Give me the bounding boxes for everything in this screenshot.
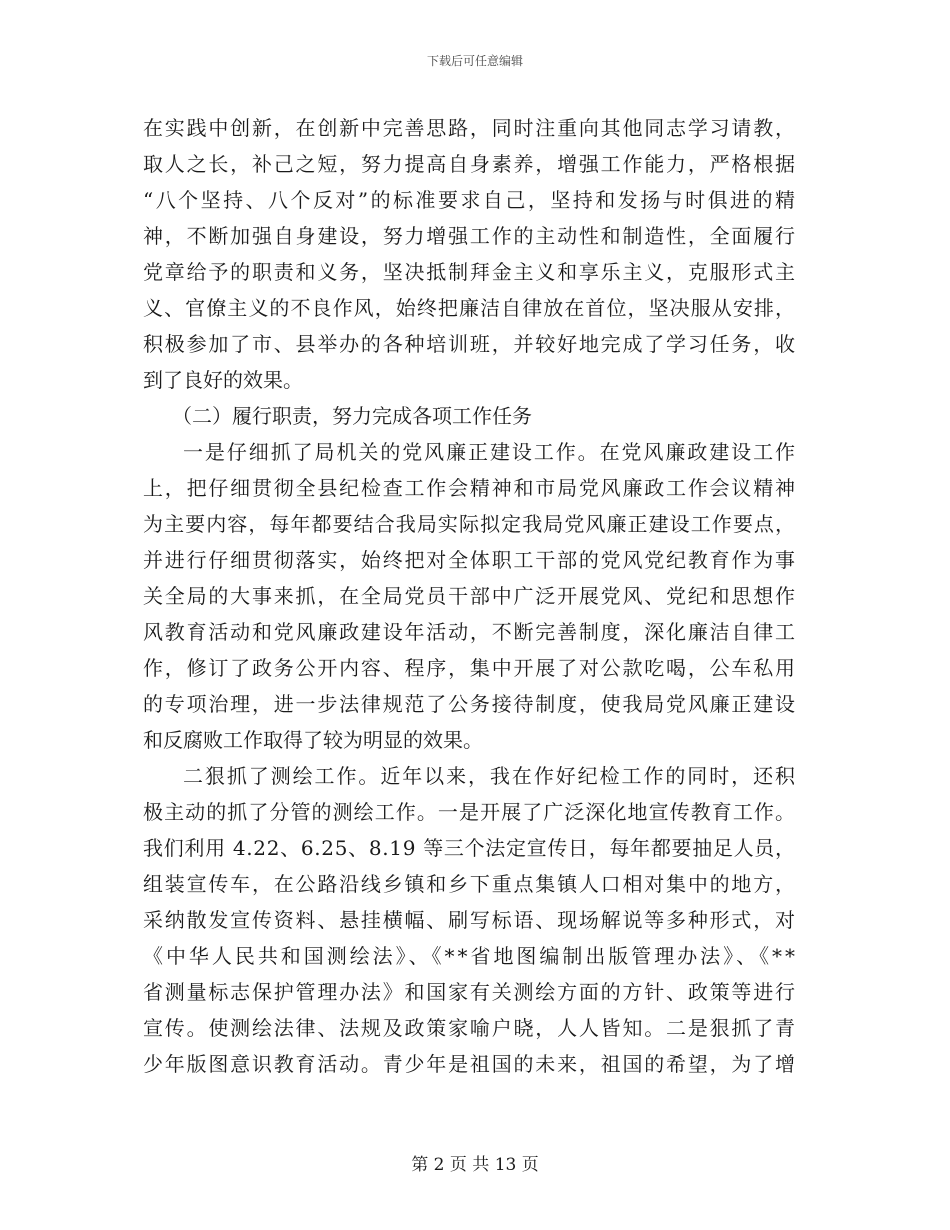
- text-line: 的专项治理，进一步法律规范了公务接待制度，使我局党风廉正建设: [143, 692, 797, 716]
- text-line: 宣传。使测绘法律、法规及政策家喻户晓，人人皆知。二是狠抓了青: [143, 1016, 797, 1040]
- paragraph-first-line: 一是仔细抓了局机关的党风廉正建设工作。在党风廉政建设工作: [183, 440, 797, 464]
- text-line: 风教育活动和党风廉政建设年活动，不断完善制度，深化廉洁自律工: [143, 620, 797, 644]
- text-line: 到了良好的效果。: [143, 368, 303, 392]
- text-line: 神，不断加强自身建设，努力增强工作的主动性和制造性，全面履行: [143, 224, 797, 248]
- text-line: 我们利用 4.22、6.25、8.19 等三个法定宣传日，每年都要抽足人员，: [143, 836, 796, 860]
- text-line: 采纳散发宣传资料、悬挂横幅、刷写标语、现场解说等多种形式，对: [143, 908, 797, 932]
- page-header: 下载后可任意编辑: [426, 54, 523, 68]
- text-line: 党章给予的职责和义务，坚决抵制拜金主义和享乐主义，克服形式主: [143, 260, 797, 284]
- text-line: 为主要内容，每年都要结合我局实际拟定我局党风廉正建设工作要点，: [143, 512, 797, 536]
- text-line: 组装宣传车，在公路沿线乡镇和乡下重点集镇人口相对集中的地方，: [143, 872, 797, 896]
- text-line: 在实践中创新，在创新中完善思路，同时注重向其他同志学习请教，: [143, 116, 797, 140]
- text-line: 极主动的抓了分管的测绘工作。一是开展了广泛深化地宣传教育工作。: [143, 800, 797, 824]
- text-line: 《中华人民共和国测绘法》、《**省地图编制出版管理办法》、《**: [143, 944, 798, 968]
- paragraph-first-line: 二狠抓了测绘工作。近年以来，我在作好纪检工作的同时，还积: [183, 764, 797, 788]
- text-line: 并进行仔细贯彻落实，始终把对全体职工干部的党风党纪教育作为事: [143, 548, 797, 572]
- text-line: 关全局的大事来抓，在全局党员干部中广泛开展党风、党纪和思想作: [143, 584, 797, 608]
- text-line: 积极参加了市、县举办的各种培训班，并较好地完成了学习任务，收: [143, 332, 797, 356]
- text-line: 少年版图意识教育活动。青少年是祖国的未来，祖国的希望，为了增: [143, 1052, 797, 1076]
- text-line: 上，把仔细贯彻全县纪检查工作会精神和市局党风廉政工作会议精神: [143, 476, 797, 500]
- text-line: 省测量标志保护管理办法》和国家有关测绘方面的方针、政策等进行: [143, 980, 797, 1004]
- text-line: 取人之长，补己之短，努力提高自身素养，增强工作能力，严格根据: [143, 152, 797, 176]
- page-footer: 第 2 页 共 13 页: [411, 1155, 539, 1175]
- text-line: “八个坚持、八个反对”的标准要求自己，坚持和发扬与时俱进的精: [143, 188, 798, 212]
- section-heading: （二）履行职责，努力完成各项工作任务: [172, 404, 532, 428]
- text-line: 作，修订了政务公开内容、程序，集中开展了对公款吃喝，公车私用: [143, 656, 797, 680]
- text-line: 和反腐败工作取得了较为明显的效果。: [143, 728, 483, 752]
- text-line: 义、官僚主义的不良作风，始终把廉洁自律放在首位，坚决服从安排，: [143, 296, 797, 320]
